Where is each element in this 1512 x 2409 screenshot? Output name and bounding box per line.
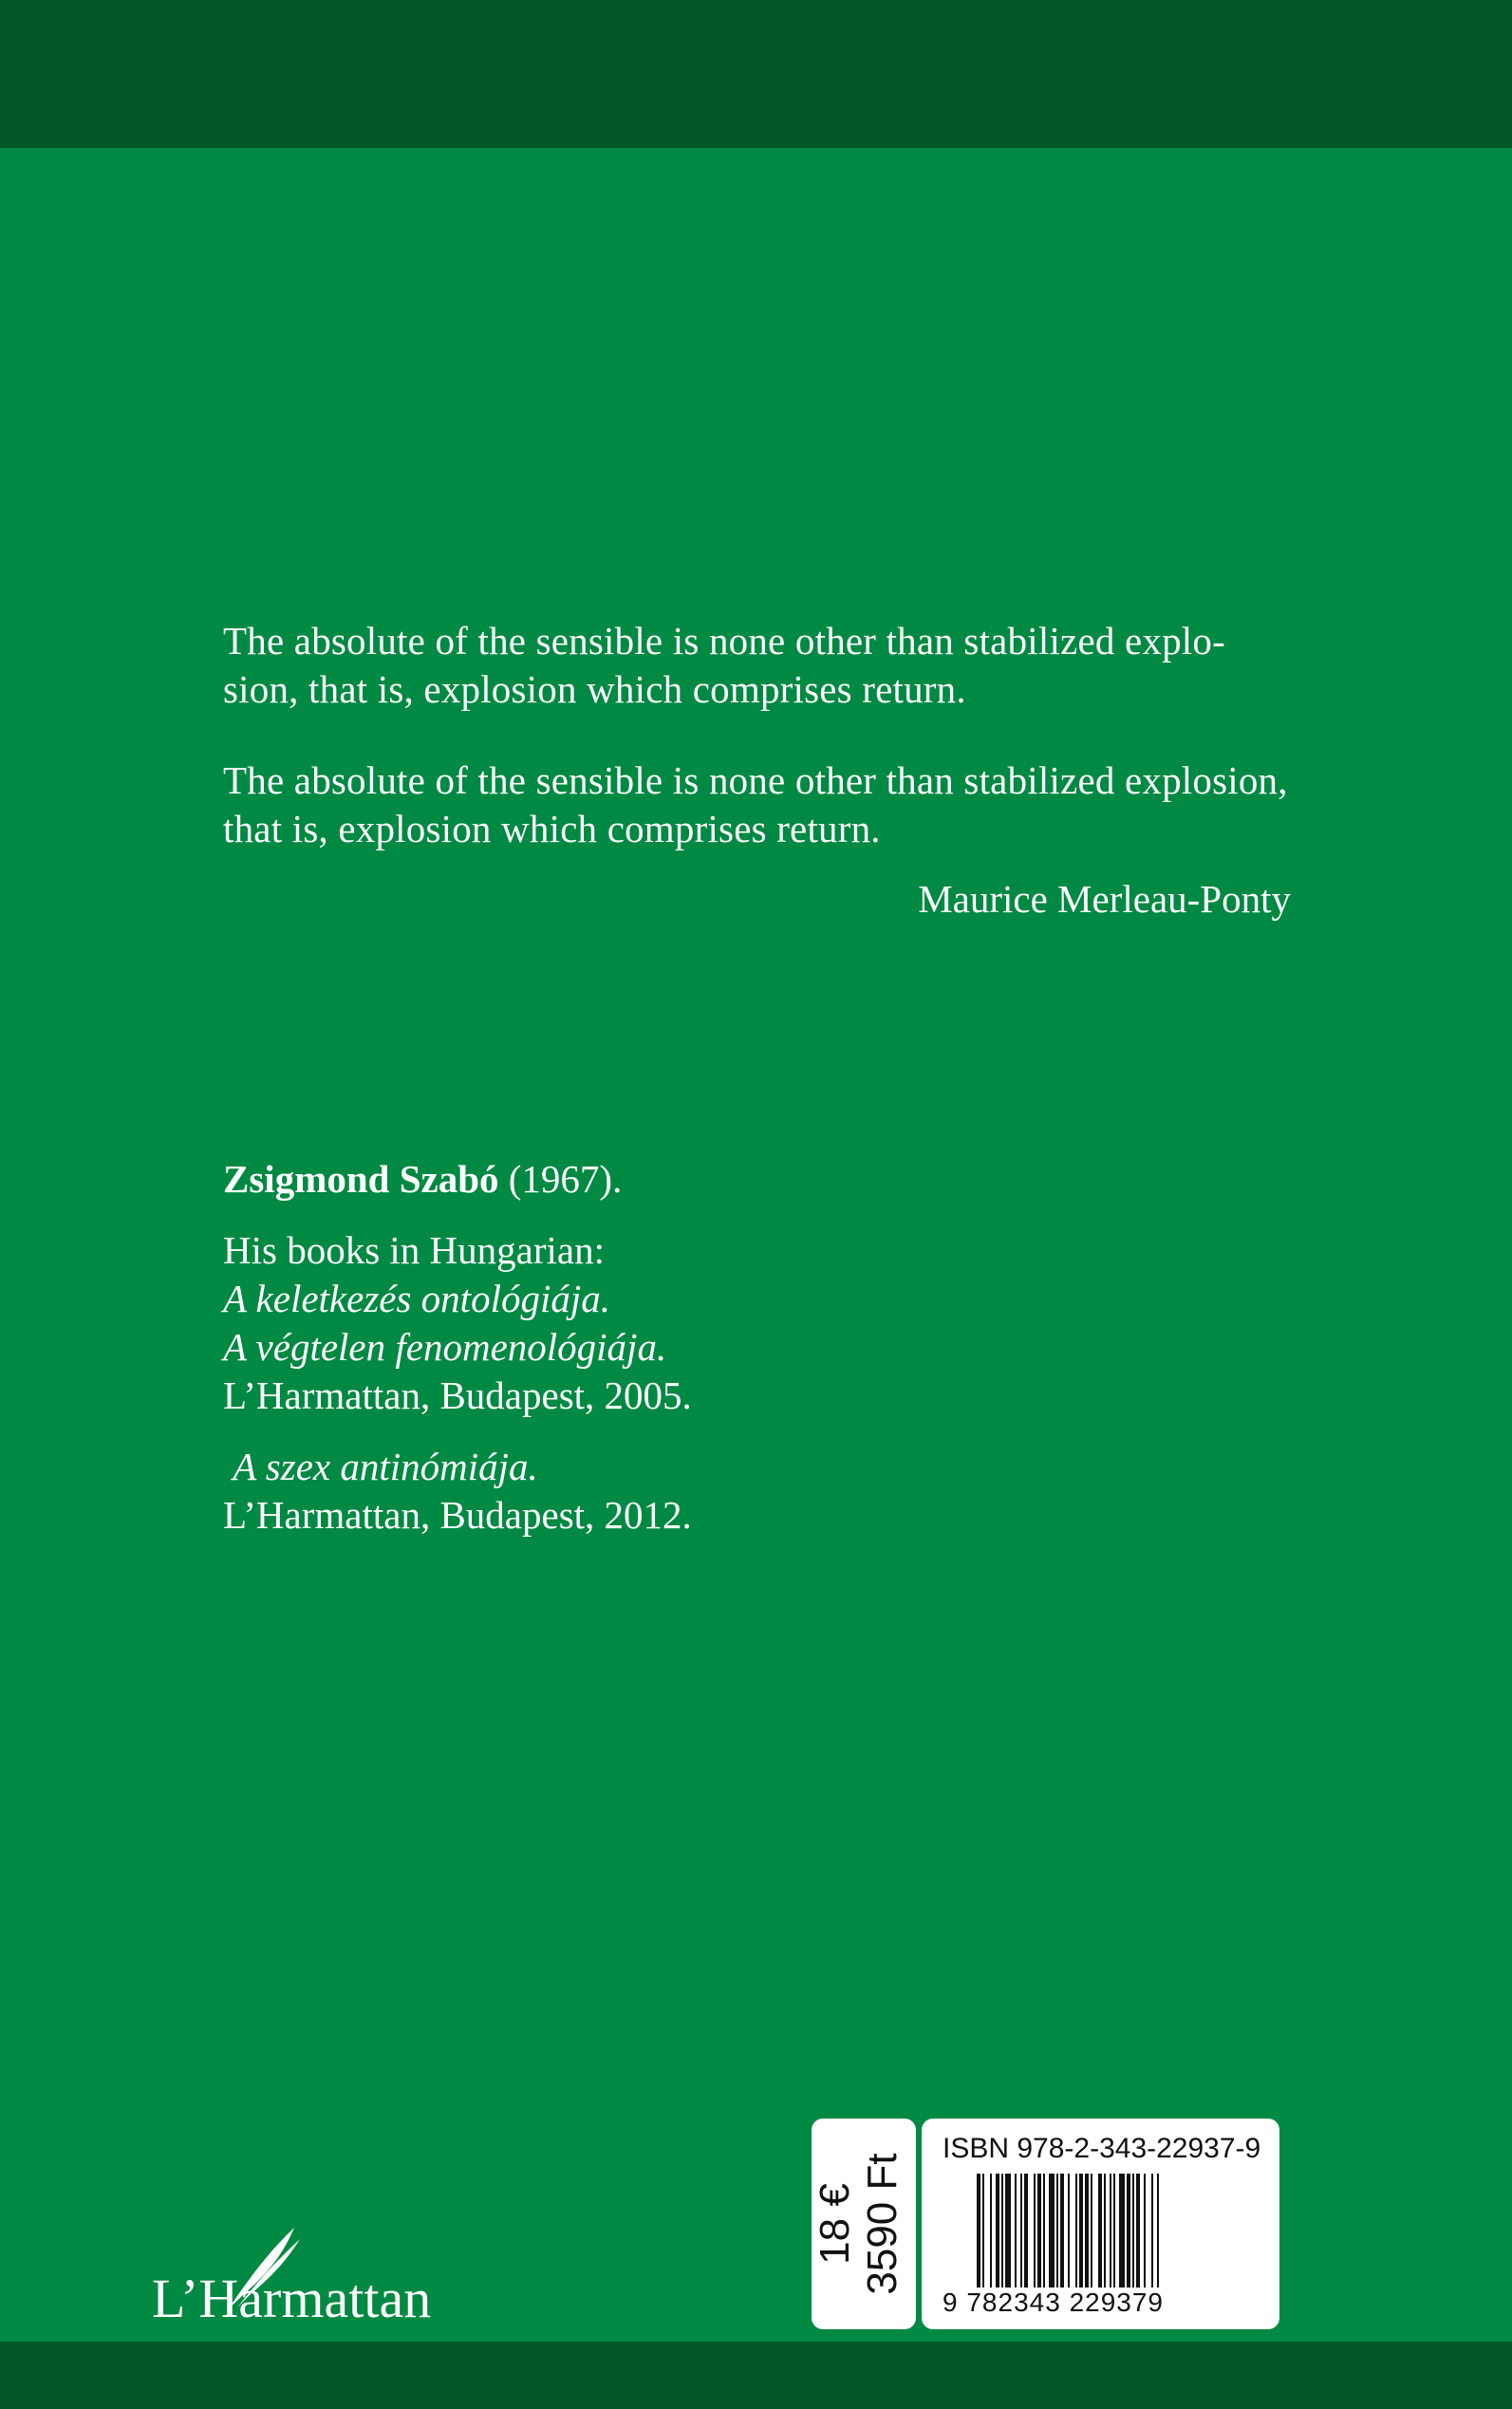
author-name: Zsigmond Szabó [223,1157,499,1201]
price-box [812,2119,916,2329]
barcode-bar [1005,2174,1011,2288]
barcode-bar [990,2174,992,2288]
barcode-bar [1037,2174,1041,2288]
barcode-bar [1127,2174,1130,2288]
barcode-bar [1098,2174,1102,2288]
barcode-bar [1068,2174,1070,2288]
quote-2-line-2: that is, explosion which comprises return. [223,807,881,850]
isbn-label: ISBN 978-2-343-22937-9 [943,2133,1261,2164]
barcode-bar [1020,2174,1022,2288]
quote-paragraph-1 [223,617,1291,714]
barcode [977,2174,1252,2288]
author-bio [223,1155,1172,1540]
barcode-bar [1132,2174,1134,2288]
barcode-bar [1079,2174,1083,2288]
bottom-band [0,2342,1512,2409]
book-1-title-line-1: A keletkezés ontológiája. [223,1277,610,1320]
books-heading: His books in Hungarian: [223,1228,605,1272]
barcode-bar [1157,2174,1159,2288]
book-2-title: A szex antinómiája. [233,1445,538,1488]
barcode-bar [1024,2174,1028,2288]
barcode-bar [1119,2174,1125,2288]
barcode-bar [1049,2174,1055,2288]
price-forint: 3590 Ft [859,2153,905,2295]
quote-2-line-1: The absolute of the sensible is none other than stabilized explosion, [223,758,1288,802]
barcode-bar [1104,2174,1106,2288]
book-1-title-line-2: A végtelen fenomenológiája. [223,1325,667,1369]
barcode-bar [977,2174,980,2288]
barcode-bar [1151,2174,1153,2288]
quote-1-line-1: The absolute of the sensible is none other than stabilized explo- [223,619,1225,663]
barcode-bar [1001,2174,1003,2288]
ean-digits: 9 782343 229379 [943,2288,1164,2317]
barcode-bar [1075,2174,1077,2288]
quote-1-line-2: sion, that is, explosion which comprises return. [223,667,966,711]
barcode-bar [1060,2174,1064,2288]
barcode-bar [1136,2174,1140,2288]
book-1-publisher: L’Harmattan, Budapest, 2005. [223,1373,692,1417]
barcode-bar [1144,2174,1146,2288]
publisher-logo-text: L’Harmattan [152,2268,432,2329]
barcode-bar [1085,2174,1089,2288]
publisher-logo [152,2226,456,2340]
author-line [223,1155,1172,1204]
quote-attribution: Maurice Merleau-Ponty [918,877,1291,921]
barcode-bar [996,2174,999,2288]
barcode-bar [1110,2174,1111,2288]
barcode-bar [1091,2174,1092,2288]
barcode-bar [982,2174,984,2288]
barcode-bar [1015,2174,1017,2288]
author-years: (1967). [498,1157,623,1201]
top-band [0,0,1512,148]
price-euro: 18 € [812,2183,858,2265]
barcode-bar [1043,2174,1045,2288]
isbn-box [922,2119,1279,2329]
barcode-bar [1056,2174,1058,2288]
barcode-bar [1034,2174,1036,2288]
quote-paragraph-2 [223,756,1291,853]
book-2-publisher: L’Harmattan, Budapest, 2012. [223,1493,692,1537]
barcode-bar [1113,2174,1115,2288]
